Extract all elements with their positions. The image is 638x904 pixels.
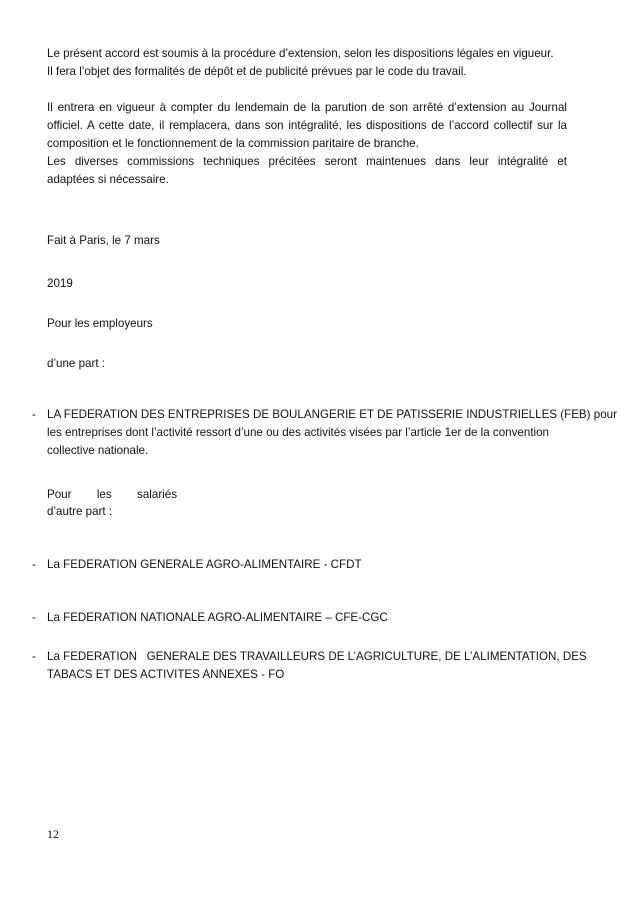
text-line: Il fera l’objet des formalités de dépôt et de publicité prévues par le code du travail.: [47, 65, 467, 78]
fait-a-paris: Fait à Paris, le 7 mars: [47, 234, 160, 247]
salaries-word: Pour: [47, 488, 72, 501]
list-bullet: -: [32, 650, 36, 663]
list-bullet: -: [32, 558, 36, 571]
text-line: Le présent accord est soumis à la procédure d’extension, selon les dispositions légales en vigueur.: [47, 47, 554, 60]
text-line: LA FEDERATION DES ENTREPRISES DE BOULANGERIE ET DE PATISSERIE INDUSTRIELLES (FEB) pour: [47, 408, 617, 421]
text-line: collective nationale.: [47, 444, 149, 457]
salaries-word: salariés: [137, 488, 177, 501]
signature-year: 2019: [47, 277, 73, 290]
text-line: TABACS ET DES ACTIVITES ANNEXES - FO: [47, 668, 285, 681]
pour-les-salaries: [47, 486, 177, 504]
paragraph-extension: [47, 45, 567, 81]
d-autre-part: d’autre part :: [47, 505, 113, 518]
signatory-fo: [47, 648, 587, 684]
signatory-cfdt: La FEDERATION GENERALE AGRO-ALIMENTAIRE - CFDT: [47, 558, 362, 571]
d-une-part: d’une part :: [47, 357, 106, 370]
salaries-word: les: [96, 488, 112, 501]
list-bullet: -: [32, 611, 36, 624]
signatory-feb: [47, 406, 617, 460]
paragraph-entree-vigueur: [47, 99, 567, 189]
text-line: adaptées si nécessaire.: [47, 173, 169, 186]
text-line: La FEDERATION GENERALE DES TRAVAILLEURS DE L’AGRICULTURE, DE L’ALIMENTATION, DES: [47, 650, 587, 663]
text-line: officiel. A cette date, il remplacera, dans son intégralité, les dispositions de l’accord collectif sur la: [47, 119, 567, 132]
signatory-cfe-cgc: La FEDERATION NATIONALE AGRO-ALIMENTAIRE – CFE-CGC: [47, 611, 388, 624]
pour-les-employeurs: Pour les employeurs: [47, 317, 153, 330]
list-bullet: -: [32, 408, 36, 421]
page-number: 12: [47, 827, 59, 841]
text-line: Les diverses commissions techniques précitées seront maintenues dans leur intégralité et: [47, 155, 567, 168]
text-line: composition et le fonctionnement de la commission paritaire de branche.: [47, 137, 419, 150]
text-line: Il entrera en vigueur à compter du lendemain de la parution de son arrêté d’extension au Journal: [47, 101, 567, 114]
text-line: les entreprises dont l’activité ressort d’une ou des activités visées par l’article 1er de la convention: [47, 426, 550, 439]
